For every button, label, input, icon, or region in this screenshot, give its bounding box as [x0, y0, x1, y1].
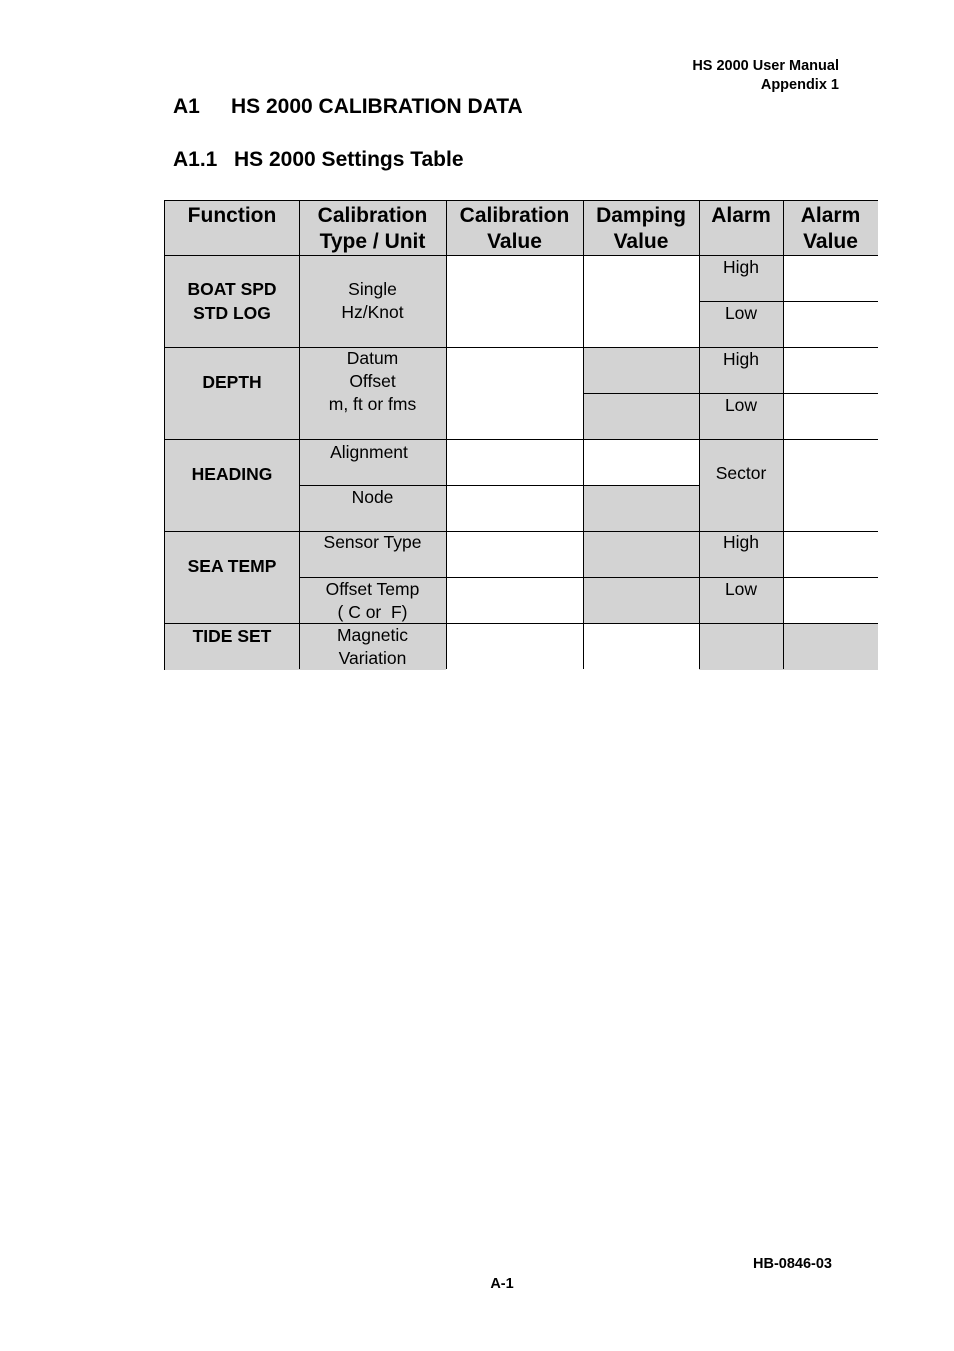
column-header-function: Function [187, 204, 277, 227]
function-sea-temp: SEA TEMP [187, 556, 277, 576]
calvalue-column-bg [446, 255, 583, 670]
caltype-boat-speed: Single Hz/Knot [341, 279, 404, 322]
damping-cell-tide [583, 623, 699, 670]
grid-line [583, 201, 584, 669]
subsection-heading [173, 148, 464, 172]
alarm-sea-temp-high: High [723, 532, 759, 552]
function-tide-set: TIDE SET [192, 626, 272, 646]
column-header-alarm-value: Alarm Value [800, 204, 861, 253]
alarm-depth-low: Low [724, 395, 758, 415]
grid-line [165, 439, 878, 440]
column-header-damping-value: Damping Value [596, 204, 686, 253]
caltype-sea-temp-offset: Offset Temp ( C or F) [325, 579, 420, 622]
document-header [692, 57, 839, 95]
header-manual-title: HS 2000 User Manual [692, 58, 839, 74]
function-heading: HEADING [191, 464, 273, 484]
section-heading [173, 95, 523, 119]
column-header-calibration-value: Calibration Value [459, 204, 570, 253]
alarm-depth-high: High [723, 349, 759, 369]
subsection-title: HS 2000 Settings Table [234, 148, 464, 171]
settings-table [164, 200, 878, 670]
grid-line [783, 201, 784, 669]
damping-cell-heading-alignment [583, 439, 699, 485]
subsection-number: A1.1 [173, 148, 218, 171]
damping-cell-node-seatemp [583, 485, 699, 623]
caltype-tide-set: Magnetic Variation [336, 625, 408, 668]
alarm-value-cell-tide [783, 623, 878, 670]
function-boat-speed: BOAT SPD STD LOG [187, 279, 277, 323]
caltype-depth: Datum Offset m, ft or fms [328, 348, 417, 414]
page-number: A-1 [490, 1276, 514, 1292]
caltype-heading-node: Node [351, 487, 394, 507]
function-depth: DEPTH [202, 372, 262, 392]
grid-line [446, 201, 447, 669]
document-code: HB-0846-03 [753, 1256, 832, 1272]
alarm-sea-temp-low: Low [724, 579, 758, 599]
alarm-boat-low: Low [724, 303, 758, 323]
caltype-sea-temp-sensor: Sensor Type [323, 532, 422, 552]
caltype-heading-alignment: Alignment [330, 442, 408, 462]
alarm-boat-high: High [723, 257, 759, 277]
alarm-heading-sector: Sector [715, 463, 767, 483]
section-title: HS 2000 CALIBRATION DATA [231, 95, 523, 118]
section-number: A1 [173, 95, 200, 118]
column-header-calibration-type: Calibration Type / Unit [317, 204, 428, 253]
column-header-alarm: Alarm [711, 204, 771, 227]
damping-cell-boat [583, 255, 699, 347]
header-appendix: Appendix 1 [760, 77, 839, 93]
